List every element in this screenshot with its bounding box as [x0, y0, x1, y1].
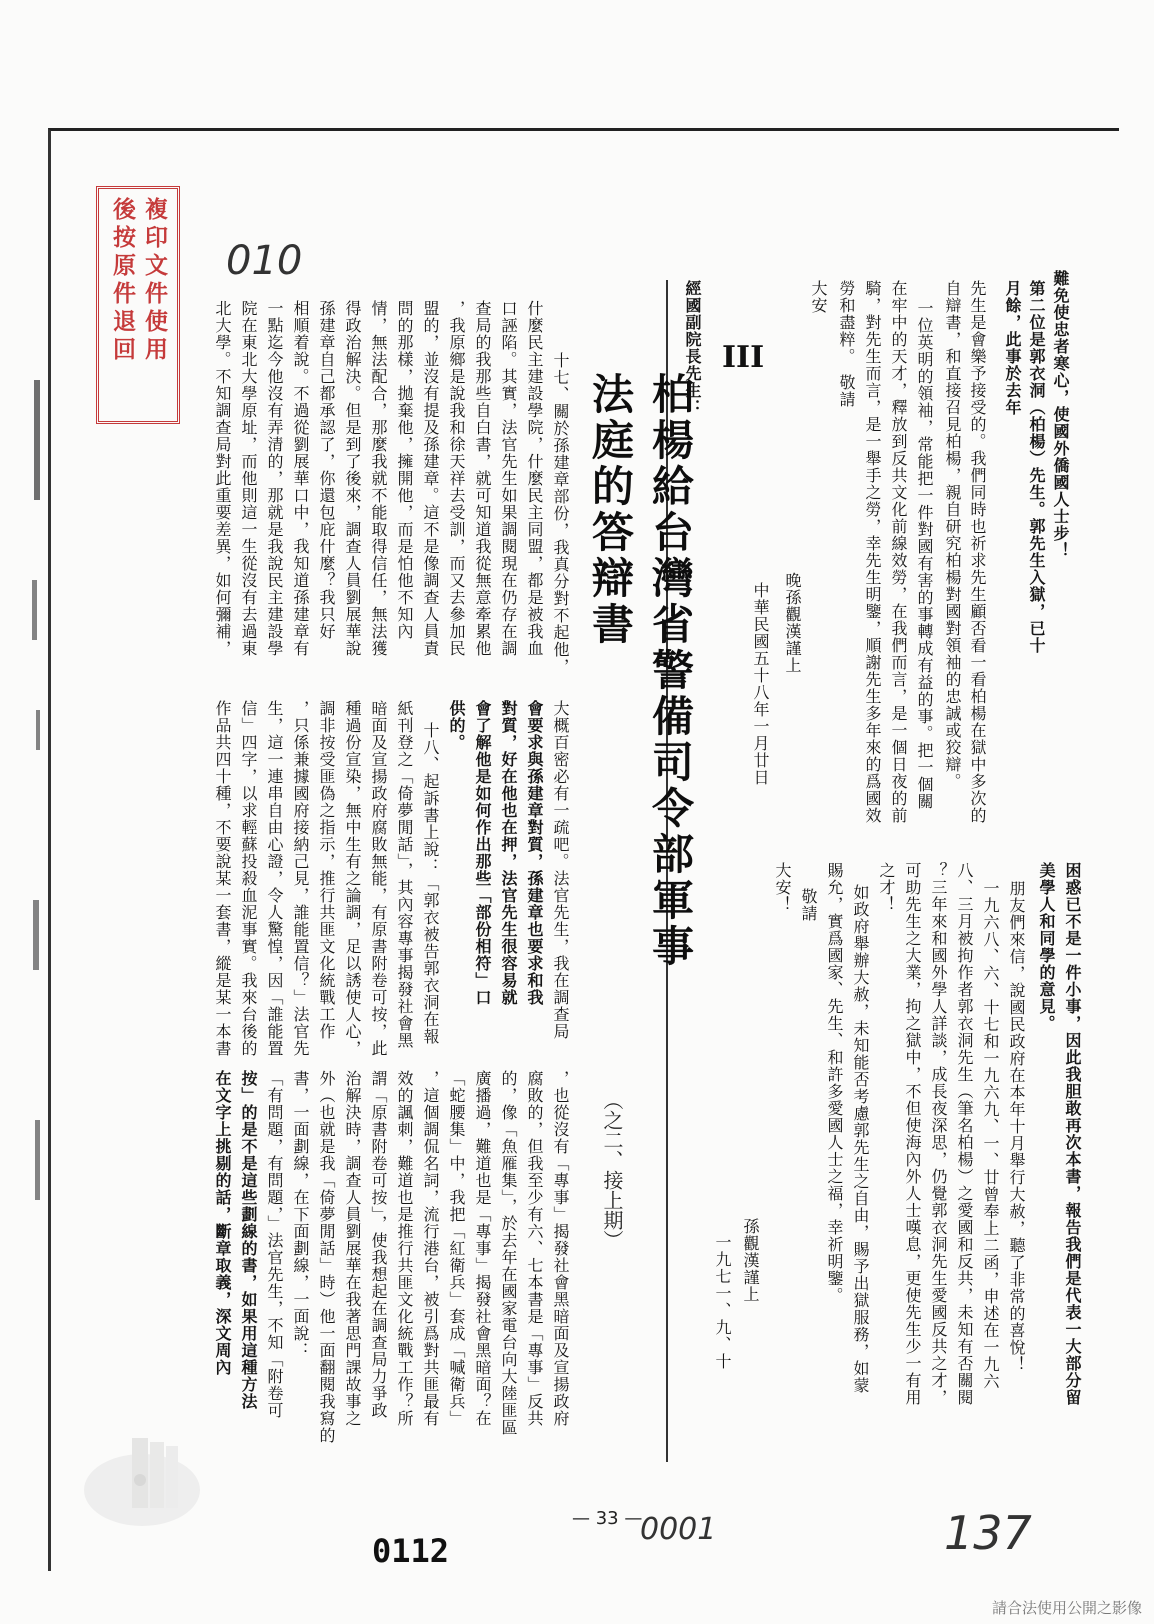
body-lower-col-10: 外（也就是我「倚夢閒話」時）他一面翻閱我寫的: [317, 1070, 336, 1444]
letter-top-col-5: 一位英明的領袖，常能把一件對國有害的事轉成有益的事。把一個關: [915, 300, 934, 810]
letter-top-col-4: 自辯書，和直接召見柏楊，親自研究柏楊對國對領袖的忠誠或狡辯。: [943, 280, 962, 790]
letter-right-col-12: 大安！: [773, 862, 792, 913]
body-left-col-10: 孫建章自己都承認了，你還包庇什麼？我只好: [317, 300, 336, 640]
article-subtitle: （之二、接上期）: [600, 1090, 624, 1250]
body-lower-col-7: 效的諷刺，難道也是推行共匪文化統戰工作？所: [395, 1070, 414, 1427]
body-lower-col-12: 「有問題，有問題，」法官先生，不知「附卷可: [265, 1070, 284, 1419]
body-lower-col-11: 書，一面劃線，在下面劃線，一面說：: [291, 1070, 310, 1359]
body-mid-col-5: 供的。: [447, 700, 466, 751]
letter-right-col-2: 美學人和同學的意見。: [1037, 862, 1056, 1032]
article-title: 柏楊給台灣省警備司令部軍事法庭的答辯書: [586, 372, 695, 970]
body-mid-col-12: 生，這一連串自由心證，令人驚惶，因「誰能置: [265, 700, 284, 1057]
body-left-col-8: 情，無法配合，那麼我就不能取得信任，無法獲: [369, 300, 388, 657]
letter-right-col-8: 之才！: [877, 862, 896, 913]
copy-notice-stamp: [96, 186, 180, 424]
body-mid-col-14: 作品共四十種，不要說某一套書，縱是某一本書: [213, 700, 232, 1057]
body-mid-col-7: 紙刊登之「倚夢閒話」，其內容專事揭發社會黑: [395, 700, 414, 1049]
letter-right-col-6: ？三年來和國外學人詳談，成長夜深思，仍覺郭衣洞先生愛國反共之才，: [929, 862, 948, 1406]
body-lower-col-5: 「蛇腰集」中，我把「紅衛兵」套成「喊衛兵」: [447, 1070, 466, 1427]
body-mid-col-4: 會了解他是如何作出那些「部份相符」口: [473, 700, 492, 1006]
body-lower-col-13: 按」的是不是這些劃線的書，如果用這種方法: [239, 1070, 258, 1410]
letter-right-col-5: 八、三月被拘作者郭衣洞先生（筆名柏楊）之愛國和反共，未知有否關閱: [955, 862, 974, 1406]
body-mid-col-11: ，只係兼據國府接納己見，誰能置信？」法官先: [291, 700, 310, 1057]
body-lower-col-6: ，這個調侃名詞，流行港台，被引爲對共匪最有: [421, 1070, 440, 1427]
letter-right-date: 一九七一、九、十: [713, 1234, 732, 1370]
scan-edge-marks: [24, 380, 48, 1200]
body-left-col-2: 什麼民主建設學院，什麼民主同盟，都是被我血: [525, 300, 544, 657]
letter-right-signer: 孫觀漢謹上: [741, 1218, 760, 1303]
body-lower-col-2: 腐敗的，但我至少有六、七本書是「專事」反共: [525, 1070, 544, 1427]
body-mid-col-2: 會要求與孫建章對質，孫建章也要求和我: [525, 700, 544, 1006]
section-roman: III: [722, 340, 765, 375]
letter-right-col-7: 可助先生之大業，拘之獄中，不但使海內外人士嘆息，更使先生少一有用: [903, 862, 922, 1406]
letter-top-col-6: 在牢中的天才，釋放到反共文化前線效勞，在我們而言，是一個日夜的前: [889, 280, 908, 824]
body-left-col-13: 院在東北大學原址，而他則這一生從沒有去過東: [239, 300, 258, 657]
letter-top-col-2: 第二位是郭衣洞（柏楊）先生。郭先生入獄，已十月餘，此事於去年: [1003, 280, 1046, 654]
body-left-col-4: 查局的我那些自白書，就可知道我從無意牽累他: [473, 300, 492, 657]
handwritten-number-bottom-mid: 0001: [640, 1512, 717, 1547]
letter-right-col-1: 困惑已不是一件小事，因此我胆敢再次本書，報告我們是代表一大部分留: [1063, 862, 1082, 1406]
body-left-col-12: 一點迄今他沒有弄清的，那就是我說民主建設學: [265, 300, 284, 657]
page-number: — 33 —: [572, 1508, 643, 1529]
body-left-col-7: 問的那樣，拋棄他，擁開他，而是怕他不知內: [395, 300, 414, 640]
page-code: 0112: [372, 1532, 450, 1570]
body-mid-col-8: 暗面及宣揚政府腐敗無能，有原書附卷可按，此: [369, 700, 388, 1057]
body-mid-col-10: 調非按受匪偽之指示，推行共匪文化統戰工作: [317, 700, 336, 1040]
body-left-col-3: 口誣陷。其實，法官先生如果調閱現在仍存在調: [499, 300, 518, 657]
body-lower-col-3: 的，像「魚雁集」，於去年在國家電台向大陸匪區: [499, 1070, 518, 1436]
body-left-col-5: ，我原鄉是說我和徐天祥去受訓，而又去參加民: [447, 300, 466, 657]
stamp-line-1: 複印文件使用: [141, 197, 168, 365]
letter-top-signer: 晚孫觀漢謹上: [783, 572, 802, 674]
handwritten-number-bottom-right: 137: [944, 1506, 1032, 1560]
usage-notice: 請合法使用公開之影像: [991, 1599, 1142, 1617]
addressee: 經國副院長先生：: [683, 280, 702, 416]
body-left-col-11: 相順着說。不過從劉展華口中，我知道孫建章有: [291, 300, 310, 657]
letter-right-col-3: 朋友們來信，說國民政府在本年十月舉行大赦，聽了非常的喜悅！: [1007, 880, 1026, 1373]
letter-right-col-9: 如政府舉辦大赦，未知能否考慮郭先生之自由，賜予出獄服務，如蒙: [851, 884, 870, 1394]
body-left-col-1: 十七、關於孫建章部份，我真分對不起他，: [551, 352, 570, 675]
body-lower-col-1: ，也從沒有「專事」揭發社會黑暗面及宣揚政府: [551, 1070, 570, 1427]
stamp-line-2: 後按原件退回: [109, 197, 136, 365]
body-mid-col-6: 十八、起訴書上說：「郭衣被告郭衣洞在報: [421, 722, 440, 1045]
body-lower-col-8: 謂「原書附卷可按」，使我想起在調查局力爭政: [369, 1070, 388, 1419]
handwritten-number-top: 010: [226, 238, 303, 284]
body-lower-col-14: 在文字上挑剔的話，斷章取義，深文周內: [213, 1070, 232, 1376]
letter-top-col-3: 先生是會樂予接受的。我們同時也祈求先生顧否看一看柏楊在獄中多次的: [968, 280, 987, 824]
body-mid-col-13: 信」四字，以求輕蘇投殺血泥事實。我來台後的: [239, 700, 258, 1057]
body-lower-col-9: 治解決時，調查人員劉展華在我著思門課故事之: [343, 1070, 362, 1427]
letter-top-date: 中華民國五十八年一月廿日: [751, 582, 770, 786]
body-lower-col-4: 廣播過，難道也是「專事」揭發社會黑暗面？在: [473, 1070, 492, 1427]
body-left-col-9: 得政治解決。但是到了後來，調查人員劉展華說: [343, 300, 362, 657]
letter-top-col-7: 騎，對先生而言，是一舉手之勞，幸先生明鑒，順謝先生多年來的爲國效: [863, 280, 882, 824]
body-left-col-14: 北大學。不知調查局對此重要差異，如何彌補，: [213, 300, 232, 657]
letter-right-col-11: 敬請: [799, 888, 818, 922]
archive-logo-icon: [82, 1420, 202, 1530]
body-left-col-6: 盟的，並沒有提及孫建章。這不是像調查人員責: [421, 300, 440, 657]
letter-right-col-10: 賜允，實爲國家、先生、和許多愛國人士之福，幸祈明鑒。: [825, 862, 844, 1304]
body-mid-col-9: 種過份宣染，無中生有之論調，足以誘使人心，: [343, 700, 362, 1057]
letter-top-col-9: 大安: [809, 280, 828, 314]
letter-right-col-4: 一九六八、六、十七和一九六九、一、廿曾奉上二函，申述在一九六: [981, 880, 1000, 1390]
body-mid-col-1: 大概百密必有一疏吧。法官先生，我在調查局: [551, 700, 570, 1040]
body-mid-col-3: 對質，好在他也在押，法官先生很容易就: [499, 700, 518, 1006]
letter-top-col-1: 難免使忠者寒心，使國外僑國人士步！: [1051, 270, 1070, 559]
letter-top-col-8: 勞和盡粹。 敬請: [837, 280, 856, 408]
